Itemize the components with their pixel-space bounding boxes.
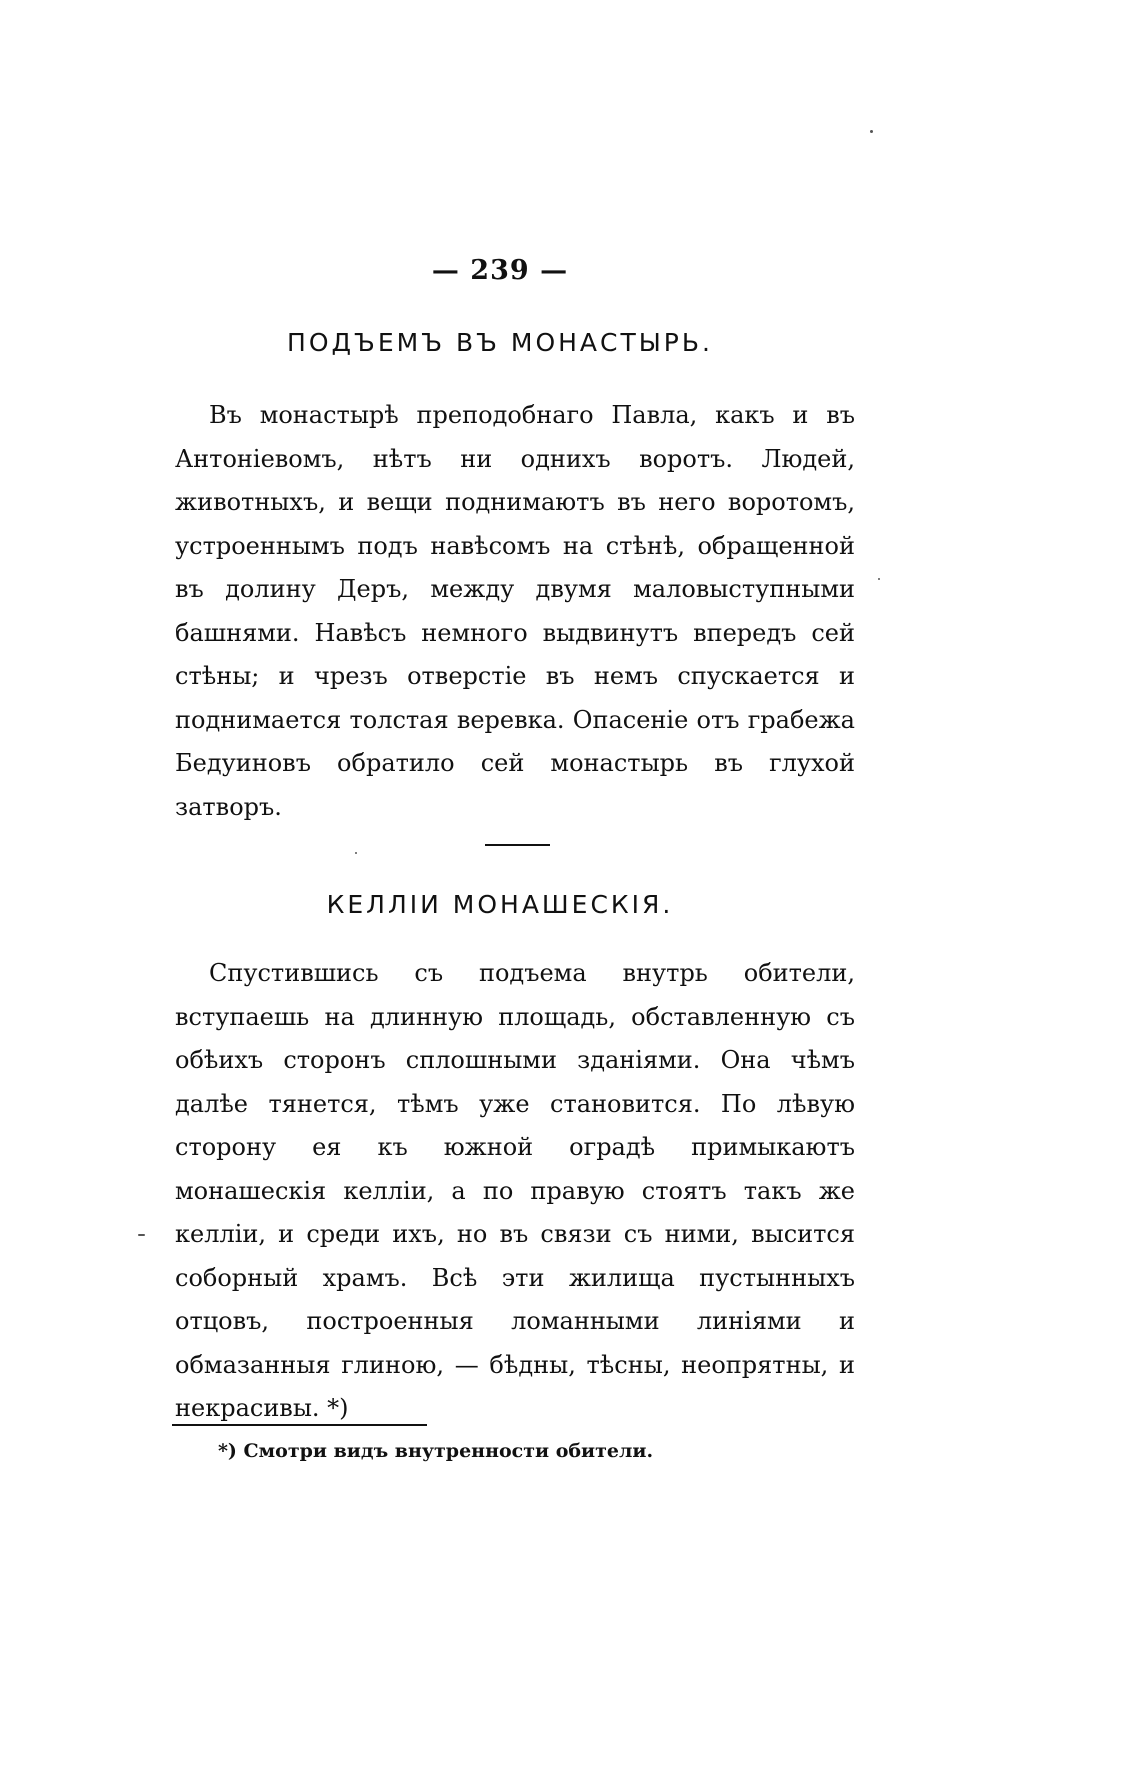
paper-speck [138,1234,145,1236]
section-heading-cells: КЕЛЛІИ МОНАШЕСКІЯ. [326,890,674,919]
paper-speck [878,578,880,580]
footnote-rule [172,1424,427,1426]
paper-speck [870,130,873,133]
paper-speck [355,852,357,854]
page-number: — 239 — [431,255,569,286]
section-heading-ascent: ПОДЪЕМЪ ВЪ МОНАСТЫРЬ. [287,328,713,357]
section-paragraph-ascent: Въ монастырѣ преподобнаго Павла, какъ и въ Антоніевомъ, нѣтъ ни однихъ воротъ. Людей, животныхъ, и вещи поднимаютъ въ него воротомъ, устроеннымъ подъ навѣсомъ на стѣнѣ, обращенной въ долину Деръ, между двумя маловыступными башнями. Навѣсъ немного выдвинутъ впередъ сей стѣны; и чрезъ отверстіе въ немъ спускается и поднимается толстая веревка. Опасеніе отъ грабежа Бедуиновъ обратило сей монастырь въ глухой затворъ. [175,401,855,821]
footnote: *) Смотри видъ внутренности обители. [218,1440,654,1462]
section-paragraph-cells: Спустившись съ подъема внутрь обители, вступаешь на длинную площадь, обставленную съ обѣихъ сторонъ сплошными зданіями. Она чѣмъ далѣе тянется, тѣмъ уже становится. По лѣвую сторону ея къ южной оградѣ примыкаютъ монашескія келліи, а по правую стоятъ такъ же келліи, и среди ихъ, но въ связи съ ними, высится соборный храмъ. Всѣ эти жилища пустынныхъ отцовъ, построенныя ломанными линіями и обмазанныя глиною, — бѣдны, тѣсны, неопрятны, и некрасивы. *) [175,959,855,1422]
section-divider [485,844,550,846]
